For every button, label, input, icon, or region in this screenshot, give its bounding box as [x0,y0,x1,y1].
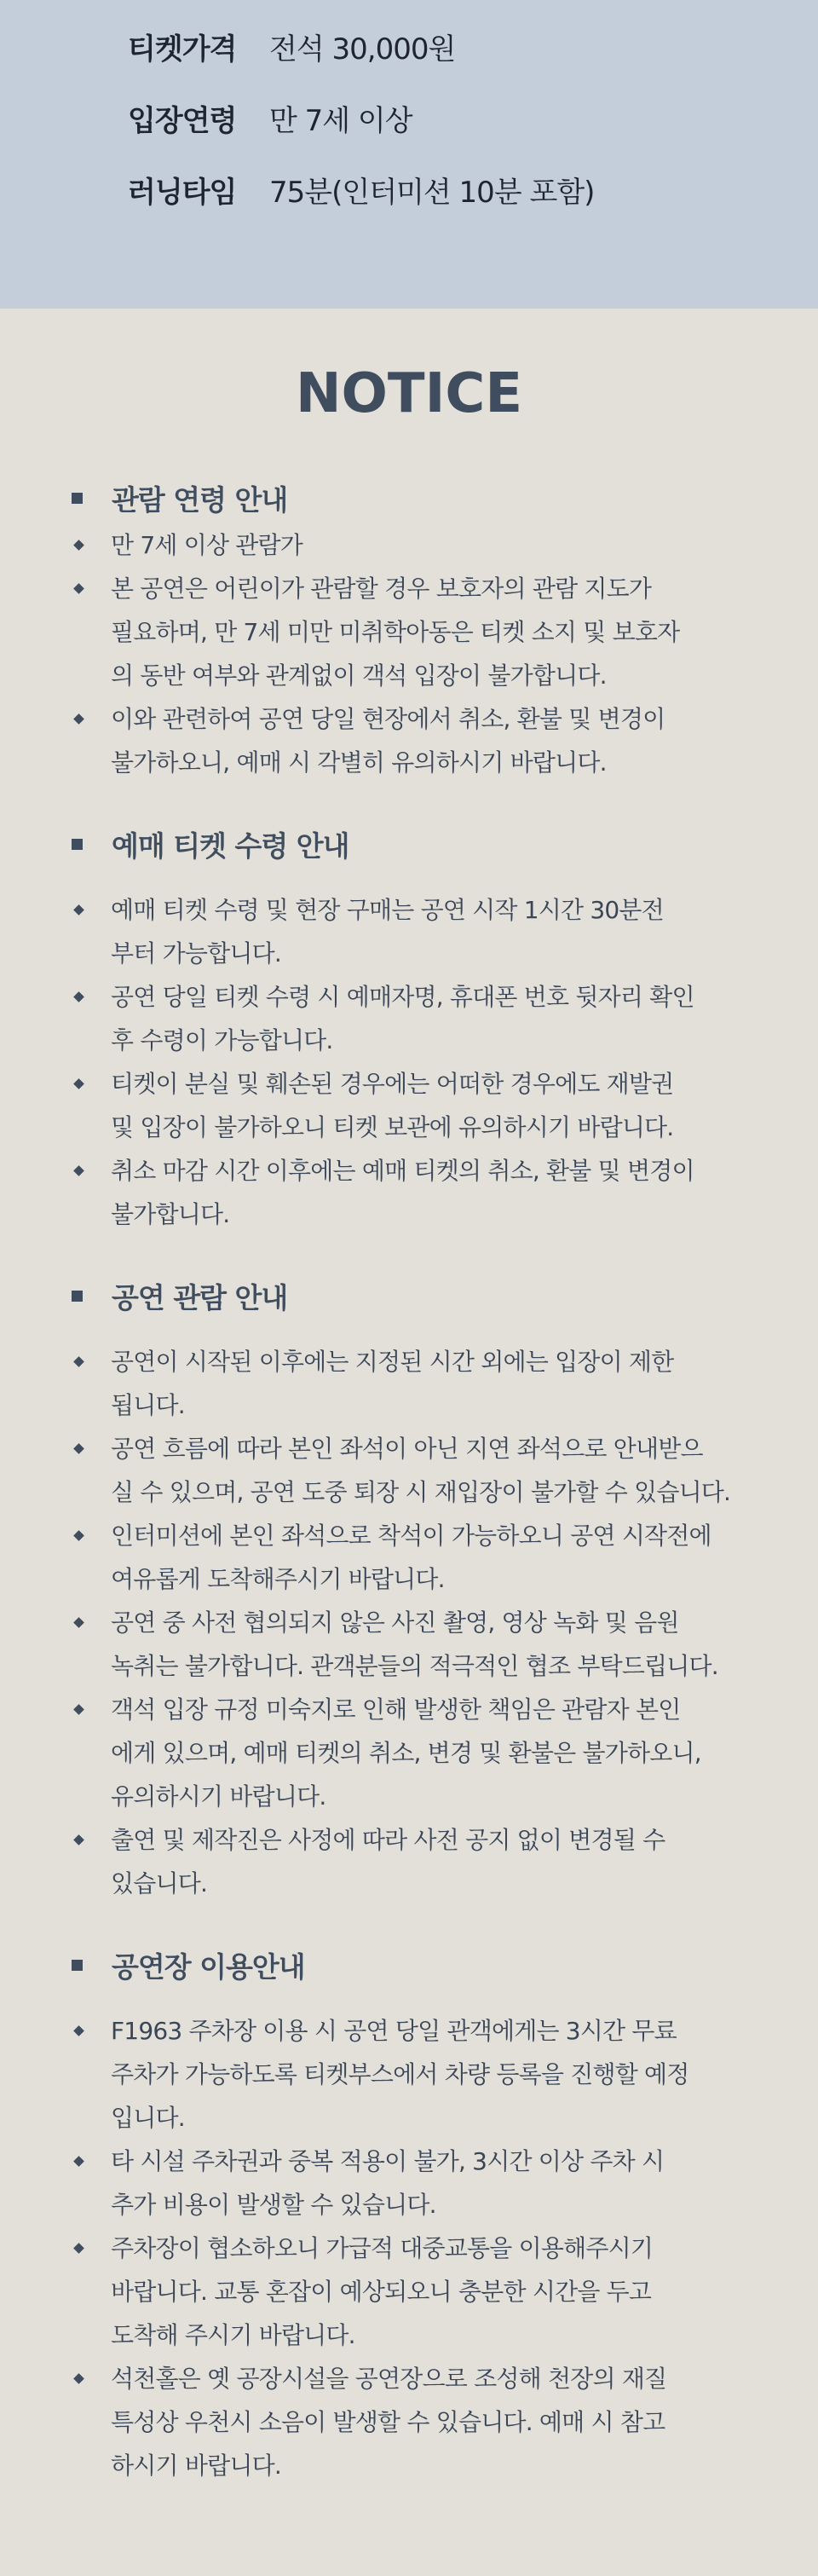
section-header [72,1939,767,1990]
info-label: 티켓가격 [128,32,237,66]
list-item [72,2009,767,2140]
list-item-text: 출연 및 제작진은 사정에 따라 사전 공지 없이 변경될 수 있습니다. [111,1826,665,1897]
list-item-text: F1963 주차장 이용 시 공연 당일 관객에게는 3시간 무료 주차가 가능하도록 티켓부스에서 차량 등록을 진행할 예정 입니다. [111,2017,689,2132]
diamond-bullet-icon [73,1165,84,1176]
square-bullet-icon [72,1291,83,1302]
performance-info-panel [0,0,818,309]
list-item-text: 주차장이 협소하오니 가급적 대중교통을 이용해주시기 바랍니다. 교통 혼잡이 예상되오니 충분한 시간을 두고 도착해 주시기 바랍니다. [111,2234,654,2349]
list-item-text: 만 7세 이상 관람가 [111,531,303,559]
diamond-bullet-icon [73,1834,84,1845]
list-item-text: 티켓이 분실 및 훼손된 경우에는 어떠한 경우에도 재발권 및 입장이 불가하오니 티켓 보관에 유의하시기 바랍니다. [111,1070,674,1141]
list-item-text: 공연이 시작된 이후에는 지정된 시간 외에는 입장이 제한 됩니다. [111,1348,674,1419]
notice-title: NOTICE [295,362,523,425]
list-item [72,1149,767,1236]
section-title: 공연 관람 안내 [112,1280,288,1314]
list-item [72,1688,767,1818]
list-item [72,1427,767,1514]
list-item-text: 예매 티켓 수령 및 현장 구매는 공연 시작 1시간 30분전 부터 가능합니다. [111,896,664,967]
diamond-bullet-icon [73,540,84,551]
section-title: 관람 연령 안내 [112,482,288,517]
info-label: 러닝타임 [128,175,237,210]
list-item [72,523,767,567]
list-item [72,2227,767,2357]
section-list [72,2009,767,2487]
info-value: 전석 30,000원 [269,32,456,66]
list-item-text: 석천홀은 옛 공장시설을 공연장으로 조성해 천장의 재질 특성상 우천시 소음이 발생할 수 있습니다. 예매 시 참고 하시기 바랍니다. [111,2365,667,2480]
section-header [72,1270,767,1321]
list-item-text: 본 공연은 어린이가 관람할 경우 보호자의 관람 지도가 필요하며, 만 7세 미만 미취학아동은 티켓 소지 및 보호자 의 동반 여부와 관계없이 객석 입장이 불가합니다. [111,575,680,690]
list-item-text: 취소 마감 시간 이후에는 예매 티켓의 취소, 환불 및 변경이 불가합니다. [111,1157,694,1228]
section-ticket-pickup [72,818,767,1236]
diamond-bullet-icon [73,1356,84,1367]
section-title: 공연장 이용안내 [112,1949,305,1984]
list-item [72,1601,767,1688]
section-list [72,1340,767,1905]
section-list [72,888,767,1236]
section-venue-guide [72,1939,767,2487]
info-row-running-time [0,153,818,225]
notice-content [0,472,818,2487]
list-item [72,888,767,975]
list-item [72,1514,767,1601]
list-item [72,2140,767,2227]
section-list [72,523,767,784]
section-title: 예매 티켓 수령 안내 [112,829,349,863]
list-item-text: 공연 당일 티켓 수령 시 예매자명, 휴대폰 번호 뒷자리 확인 후 수령이 가능합니다. [111,983,694,1054]
list-item [72,567,767,697]
diamond-bullet-icon [73,2025,84,2036]
list-item-text: 공연 중 사전 협의되지 않은 사진 촬영, 영상 녹화 및 음원 녹취는 불가합니다. 관객분들의 적극적인 협조 부탁드립니다. [111,1609,718,1680]
list-item [72,1062,767,1149]
diamond-bullet-icon [73,1530,84,1541]
list-item [72,1818,767,1905]
list-item [72,975,767,1062]
diamond-bullet-icon [73,904,84,915]
info-row-age [0,82,818,153]
info-value: 75분(인터미션 10분 포함) [269,175,595,210]
section-header [72,472,767,523]
square-bullet-icon [72,1960,83,1971]
list-item [72,2357,767,2487]
diamond-bullet-icon [73,1443,84,1454]
section-viewing-guide [72,1270,767,1905]
info-row-price [0,10,818,82]
section-age-guide [72,472,767,784]
diamond-bullet-icon [73,2243,84,2254]
square-bullet-icon [72,839,83,850]
square-bullet-icon [72,493,83,504]
diamond-bullet-icon [73,583,84,594]
list-item-text: 이와 관련하여 공연 당일 현장에서 취소, 환불 및 변경이 불가하오니, 예매 시 각별히 유의하시기 바랍니다. [111,705,665,777]
list-item-text: 공연 흐름에 따라 본인 좌석이 아닌 지연 좌석으로 안내받으 실 수 있으며, 공연 도중 퇴장 시 재입장이 불가할 수 있습니다. [111,1435,731,1506]
diamond-bullet-icon [73,713,84,725]
diamond-bullet-icon [73,991,84,1002]
diamond-bullet-icon [73,2156,84,2167]
section-header [72,818,767,869]
list-item [72,697,767,784]
list-item-text: 객석 입장 규정 미숙지로 인해 발생한 책임은 관람자 본인 에게 있으며, 예매 티켓의 취소, 변경 및 환불은 불가하오니, 유의하시기 바랍니다. [111,1695,701,1811]
diamond-bullet-icon [73,1078,84,1089]
list-item-text: 타 시설 주차권과 중복 적용이 불가, 3시간 이상 주차 시 추가 비용이 발생할 수 있습니다. [111,2147,665,2219]
list-item-text: 인터미션에 본인 좌석으로 착석이 가능하오니 공연 시작전에 여유롭게 도착해주시기 바랍니다. [111,1522,711,1593]
info-value: 만 7세 이상 [269,103,412,138]
diamond-bullet-icon [73,1617,84,1628]
list-item [72,1340,767,1427]
info-label: 입장연령 [128,103,237,138]
diamond-bullet-icon [73,2373,84,2384]
diamond-bullet-icon [73,1704,84,1715]
